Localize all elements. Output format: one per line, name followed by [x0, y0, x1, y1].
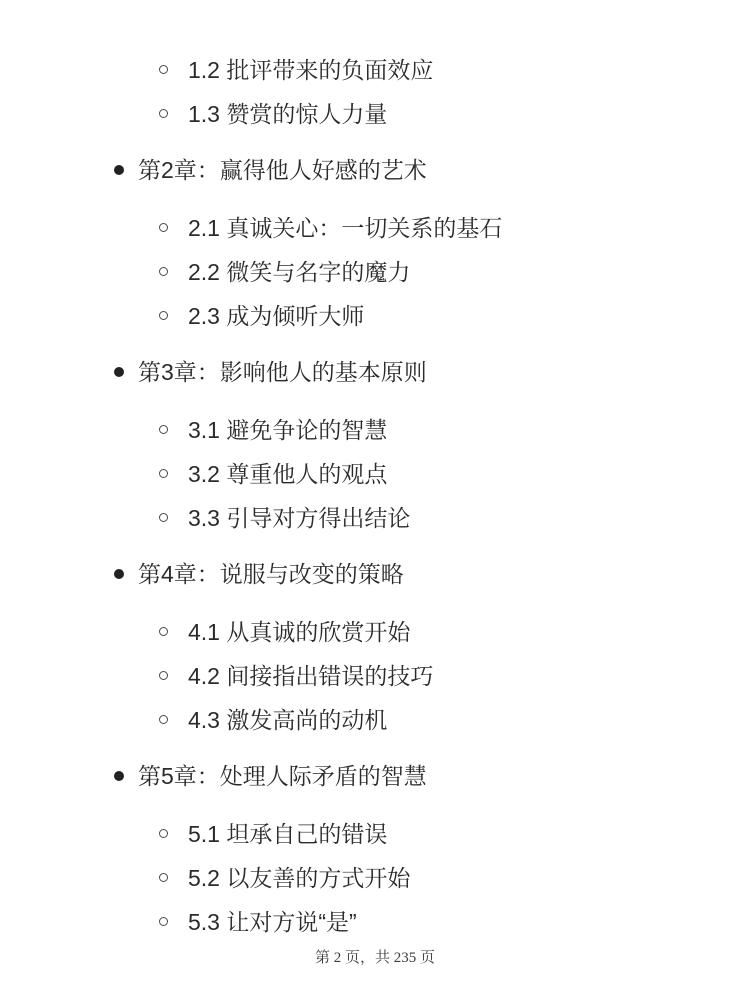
toc-section-label: 1.2 批评带来的负面效应: [188, 57, 434, 83]
toc-section-label: 2.2 微笑与名字的魔力: [188, 259, 411, 285]
toc-section-label: 2.3 成为倾听大师: [188, 303, 365, 329]
toc-section-item: [0, 48, 750, 92]
circle-bullet-icon: [159, 469, 168, 478]
circle-bullet-icon: [159, 715, 168, 724]
toc-section-label: 3.2 尊重他人的观点: [188, 461, 388, 487]
toc-chapter-label: 第4章：说服与改变的策略: [138, 561, 404, 587]
toc-section-label: 1.3 赞赏的惊人力量: [188, 101, 388, 127]
circle-bullet-icon: [159, 311, 168, 320]
toc-chapter-label: 第5章：处理人际矛盾的智慧: [138, 763, 427, 789]
disc-bullet-icon: [114, 771, 124, 781]
toc-chapter-item: [0, 754, 750, 798]
page-footer: [0, 946, 750, 967]
toc-section-label: 5.2 以友善的方式开始: [188, 865, 411, 891]
toc-section-item: [0, 92, 750, 136]
toc-section-item: [0, 812, 750, 856]
toc-section-item: [0, 206, 750, 250]
disc-bullet-icon: [114, 569, 124, 579]
toc-section-label: 5.3 让对方说“是”: [188, 909, 357, 935]
circle-bullet-icon: [159, 65, 168, 74]
toc-section-item: [0, 294, 750, 338]
toc-section-label: 4.2 间接指出错误的技巧: [188, 663, 434, 689]
toc-section-label: 3.3 引导对方得出结论: [188, 505, 411, 531]
toc-section-item: [0, 408, 750, 452]
circle-bullet-icon: [159, 873, 168, 882]
toc-section-item: [0, 496, 750, 540]
circle-bullet-icon: [159, 829, 168, 838]
toc-section-item: [0, 856, 750, 900]
toc-section-label: 4.3 激发高尚的动机: [188, 707, 388, 733]
toc-section-item: [0, 452, 750, 496]
disc-bullet-icon: [114, 367, 124, 377]
page-indicator: 第 2 页，共 235 页: [314, 950, 435, 966]
toc-section-item: [0, 250, 750, 294]
toc-chapter-label: 第3章：影响他人的基本原则: [138, 359, 427, 385]
circle-bullet-icon: [159, 513, 168, 522]
circle-bullet-icon: [159, 671, 168, 680]
circle-bullet-icon: [159, 425, 168, 434]
toc-section-label: 4.1 从真诚的欣赏开始: [188, 619, 411, 645]
toc-section-label: 5.1 坦承自己的错误: [188, 821, 388, 847]
toc-chapter-item: [0, 552, 750, 596]
disc-bullet-icon: [114, 165, 124, 175]
toc-section-item: [0, 654, 750, 698]
circle-bullet-icon: [159, 109, 168, 118]
toc-chapter-item: [0, 350, 750, 394]
circle-bullet-icon: [159, 223, 168, 232]
toc-section-label: 3.1 避免争论的智慧: [188, 417, 388, 443]
circle-bullet-icon: [159, 267, 168, 276]
toc-section-item: [0, 610, 750, 654]
toc-section-item: [0, 698, 750, 742]
toc-chapter-label: 第2章：赢得他人好感的艺术: [138, 157, 427, 183]
toc-section-item: [0, 900, 750, 944]
toc-chapter-item: [0, 148, 750, 192]
circle-bullet-icon: [159, 917, 168, 926]
circle-bullet-icon: [159, 627, 168, 636]
toc-section-label: 2.1 真诚关心：一切关系的基石: [188, 215, 503, 241]
